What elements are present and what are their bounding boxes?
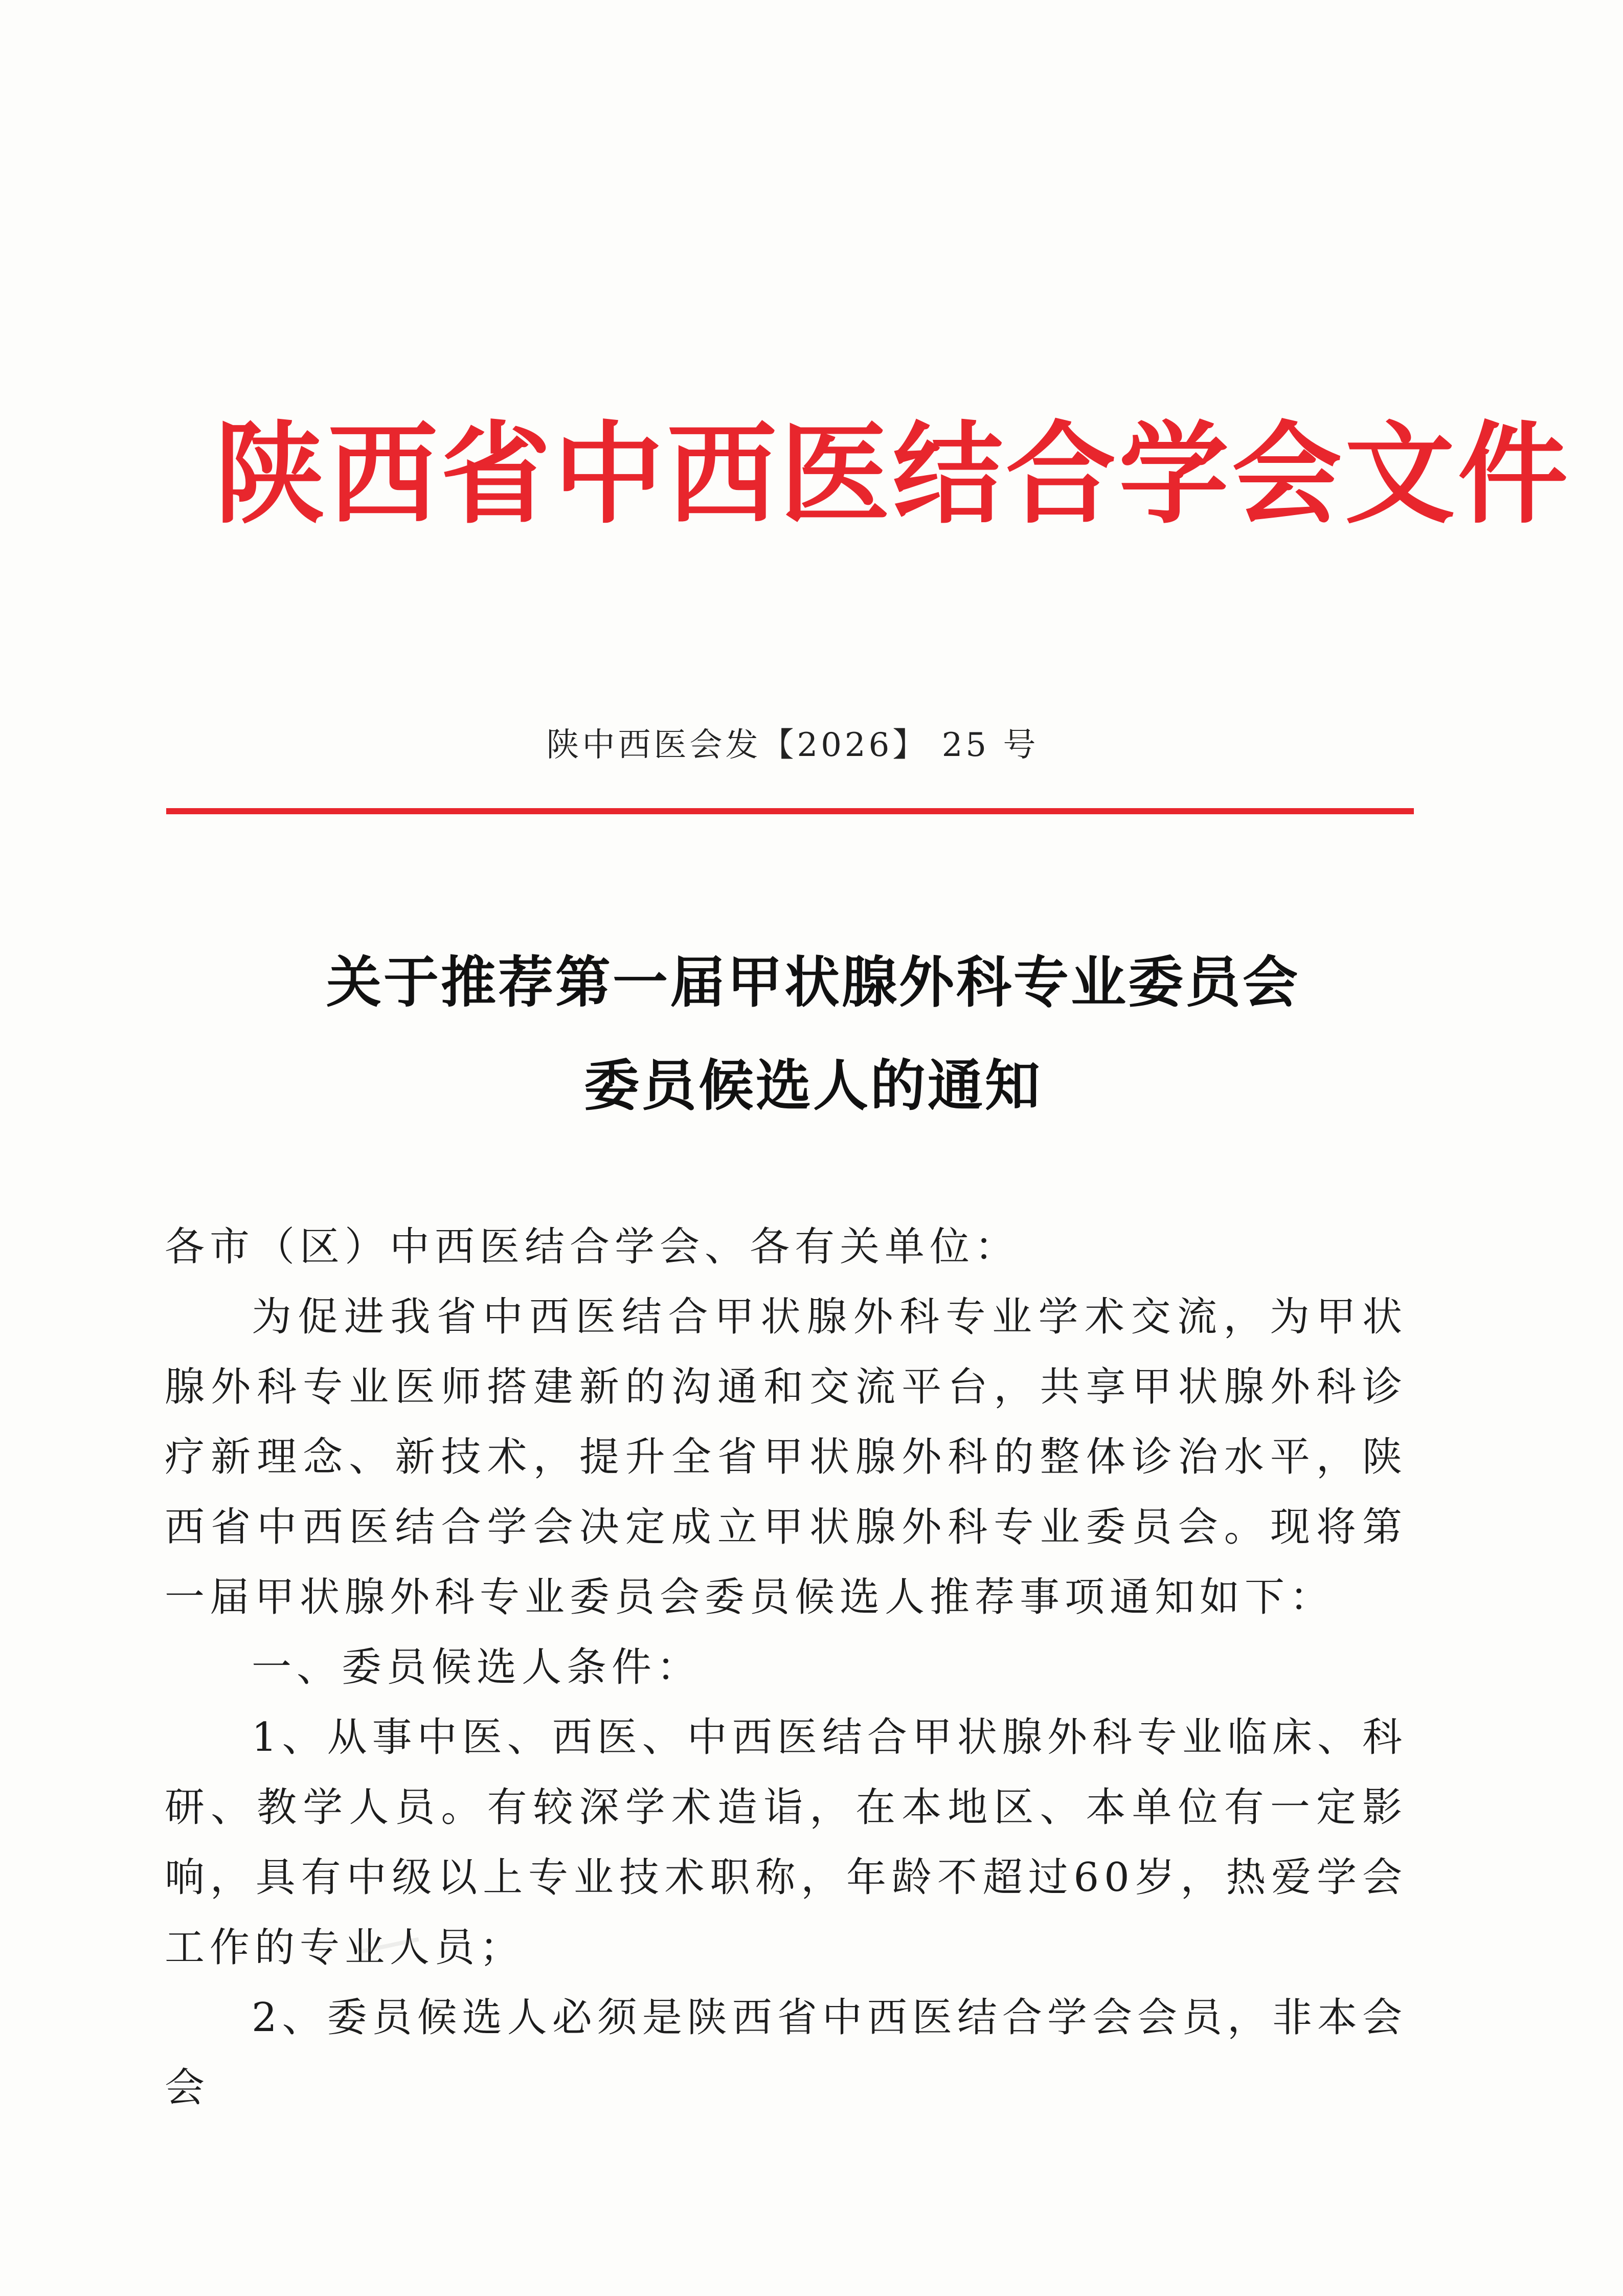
document-number: 陕中西医会发【2026】 25 号 <box>546 726 1039 764</box>
section-heading-conditions: 一、委员候选人条件： <box>252 1644 702 1690</box>
condition-item-2: 2、委员候选人必须是陕西省中西医结合学会会员，非本会会 <box>165 1995 1407 2111</box>
salutation: 各市（区）中西医结合学会、各有关单位： <box>165 1224 1020 1270</box>
notice-title-line-1: 关于推荐第一届甲状腺外科专业委员会 <box>326 951 1300 1015</box>
condition-item-1: 1、从事中医、西医、中西医结合甲状腺外科专业临床、科研、教学人员。有较深学术造诣，在本地区、本单位有一定影响，具有中级以上专业技术职称，年龄不超过60岁，热爱学会工作的专业人员； <box>165 1714 1407 1971</box>
red-divider-line <box>166 808 1414 814</box>
org-red-header: 陕西省中西医结合学会文件 <box>215 410 1571 539</box>
paragraph-intro: 为促进我省中西医结合甲状腺外科专业学术交流，为甲状腺外科专业医师搭建新的沟通和交流平台，共享甲状腺外科诊疗新理念、新技术，提升全省甲状腺外科的整体诊治水平，陕西省中西医结合学会决定成立甲状腺外科专业委员会。现将第一届甲状腺外科专业委员会委员候选人推荐事项通知如下： <box>165 1294 1407 1620</box>
notice-title-line-2: 委员候选人的通知 <box>583 1054 1042 1118</box>
document-body <box>165 1212 1407 2123</box>
